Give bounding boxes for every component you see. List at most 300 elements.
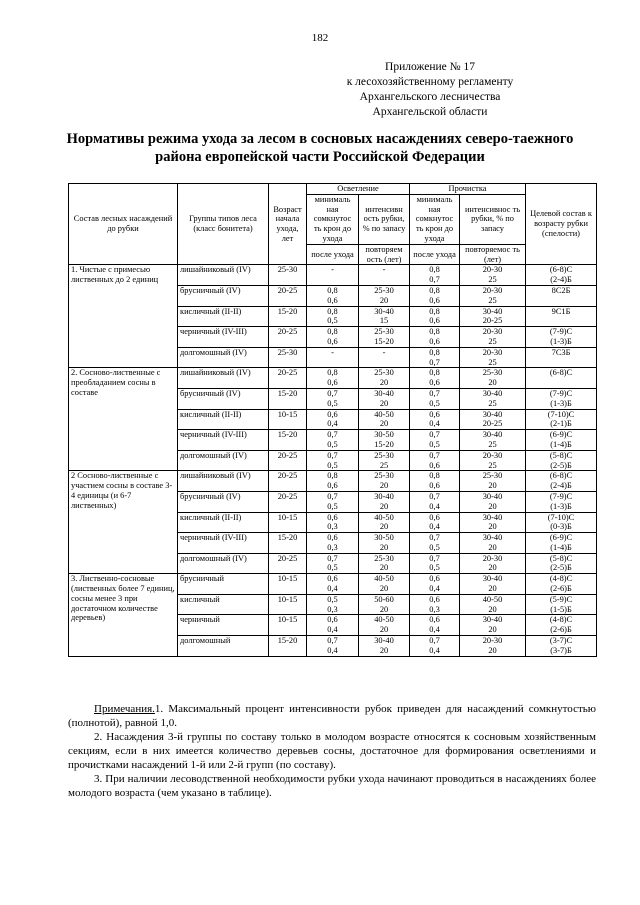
- start-age-cell: 20-25: [269, 368, 307, 389]
- cleaning-intensity-cell-lower: 20: [488, 625, 497, 635]
- target-composition-cell-lower: [528, 296, 594, 306]
- clearing-closure-cell-upper: 0,8: [327, 285, 338, 295]
- clearing-intensity-cell: [359, 450, 410, 471]
- clearing-intensity-cell-lower: 15: [379, 316, 389, 326]
- cleaning-closure-cell-upper: 0,6: [429, 594, 440, 604]
- page-number: 182: [311, 32, 329, 44]
- clearing-intensity-cell-upper: -: [382, 265, 386, 275]
- cleaning-closure-cell-lower: 0,4: [429, 645, 440, 655]
- clearing-intensity-cell: [359, 533, 410, 554]
- clearing-closure-cell-lower: 0,4: [327, 419, 338, 429]
- start-age-cell: 10-15: [269, 512, 307, 533]
- cleaning-intensity-cell: [460, 533, 526, 554]
- cleaning-intensity-cell-lower: 20: [488, 378, 497, 388]
- clearing-intensity-cell-lower: 15-20: [374, 336, 394, 346]
- clearing-intensity-cell-upper: 25-30: [374, 450, 394, 460]
- clearing-intensity-cell-lower: 20: [379, 563, 389, 573]
- cleaning-intensity-cell: [460, 450, 526, 471]
- appendix-block: [310, 60, 550, 120]
- forest-type-cell: черничный (IV-III): [178, 430, 269, 451]
- note-2: 2. Насаждения 3-й группы по составу только в молодом возрасте относятся к сосновым хозяйственным секциям, если в них имеется количество деревьев сосны, достаточное для формирования осветлениями и прочистками насаждений 1-й или 2-й групп (по составу).: [68, 731, 596, 771]
- clearing-intensity-cell: [359, 368, 410, 389]
- target-composition-cell-lower: (2-4)Б: [550, 481, 572, 491]
- cleaning-intensity-cell-upper: 30-40: [482, 306, 503, 316]
- cleaning-closure-cell-lower: 0,3: [429, 604, 440, 614]
- forest-type-cell: кисличный (II-II): [178, 306, 269, 327]
- cleaning-closure-cell-lower: 0,5: [429, 563, 440, 573]
- clearing-closure-cell-lower: 0,5: [327, 398, 338, 408]
- clearing-closure-cell: [307, 471, 359, 492]
- appendix-line: Архангельской области: [372, 106, 488, 118]
- start-age-cell: 15-20: [269, 430, 307, 451]
- cleaning-closure-cell-lower: 0,6: [429, 481, 440, 491]
- cleaning-intensity-cell-upper: 20-30: [482, 265, 503, 275]
- target-composition-cell-lower: [528, 358, 594, 368]
- target-composition-cell-upper: (4-8)С: [549, 615, 573, 625]
- header-start-age: Возраст начала ухода, лет: [269, 184, 307, 265]
- target-composition-cell-lower: (2-6)Б: [550, 584, 572, 594]
- clearing-closure-cell: [307, 553, 359, 574]
- forest-type-cell: брусничный (IV): [178, 388, 269, 409]
- clearing-intensity-cell-upper: 25-30: [374, 471, 394, 481]
- cleaning-closure-cell: [410, 636, 460, 657]
- composition-cell: 2 Сосново-лиственные с участием сосны в составе 3-4 единицы (и 6-7 лиственных): [69, 471, 178, 574]
- clearing-closure-cell-lower: [309, 358, 356, 368]
- cleaning-intensity-cell-lower: 25: [488, 336, 497, 346]
- clearing-closure-cell-upper: 0,7: [327, 430, 338, 440]
- clearing-closure-cell-lower: 0,3: [327, 542, 338, 552]
- clearing-intensity-cell: [359, 327, 410, 348]
- clearing-closure-cell: [307, 388, 359, 409]
- clearing-intensity-cell-upper: 25-30: [374, 285, 394, 295]
- clearing-intensity-cell: [359, 265, 410, 286]
- clearing-closure-cell-lower: 0,5: [327, 439, 338, 449]
- target-composition-cell-lower: (2-1)Б: [550, 419, 572, 429]
- header-composition: Состав лесных насаждений до рубки: [69, 184, 178, 265]
- title-line: Нормативы режима ухода за лесом в сосновых насаждениях северо-таежного: [66, 131, 574, 147]
- target-composition-cell: [526, 285, 597, 306]
- clearing-closure-cell-lower: [309, 275, 356, 285]
- cleaning-closure-cell-upper: 0,6: [429, 409, 440, 419]
- cleaning-closure-cell-upper: 0,8: [429, 285, 440, 295]
- clearing-closure-cell-upper: 0,6: [327, 533, 338, 543]
- target-composition-cell: [526, 388, 597, 409]
- cleaning-intensity-cell-upper: 20-30: [482, 636, 503, 646]
- cleaning-intensity-cell-upper: 30-40: [482, 512, 503, 522]
- cleaning-closure-cell-upper: 0,8: [429, 327, 440, 337]
- clearing-intensity-cell-upper: 25-30: [374, 553, 394, 563]
- header-repeat: повторяем ость (лет): [359, 244, 410, 265]
- target-composition-cell-lower: (1-4)Б: [550, 439, 572, 449]
- cleaning-closure-cell: [410, 327, 460, 348]
- target-composition-cell: [526, 512, 597, 533]
- clearing-intensity-cell-lower: 20: [379, 604, 389, 614]
- cleaning-closure-cell-lower: 0,5: [429, 439, 440, 449]
- clearing-closure-cell-lower: 0,3: [327, 604, 338, 614]
- clearing-closure-cell-lower: 0,6: [327, 336, 338, 346]
- cleaning-closure-cell-lower: 0,7: [429, 275, 440, 285]
- cleaning-closure-cell-upper: 0,8: [429, 265, 440, 275]
- cleaning-closure-cell: [410, 430, 460, 451]
- clearing-intensity-cell-upper: 40-50: [374, 574, 394, 584]
- clearing-closure-cell-upper: 0,6: [327, 615, 338, 625]
- target-composition-cell-upper: (5-9)С: [549, 594, 573, 604]
- cleaning-intensity-cell: [460, 388, 526, 409]
- cleaning-closure-cell-lower: 0,4: [429, 584, 440, 594]
- cleaning-intensity-cell: [460, 347, 526, 368]
- clearing-closure-cell: [307, 430, 359, 451]
- table-row: [69, 471, 597, 492]
- clearing-closure-cell-lower: 0,3: [327, 522, 338, 532]
- forest-type-cell: черничный (IV-III): [178, 327, 269, 348]
- cleaning-intensity-cell: [460, 553, 526, 574]
- clearing-closure-cell-upper: 0,6: [327, 409, 338, 419]
- cleaning-closure-cell-lower: 0,7: [429, 357, 440, 367]
- clearing-intensity-cell: [359, 512, 410, 533]
- cleaning-intensity-cell-upper: 30-40: [482, 388, 503, 398]
- clearing-closure-cell-upper: 0,7: [327, 636, 338, 646]
- clearing-closure-cell-upper: 0,7: [327, 450, 338, 460]
- clearing-intensity-cell-lower: 15-20: [374, 439, 394, 449]
- clearing-intensity-cell-lower: 20: [379, 295, 389, 305]
- clearing-intensity-cell: [359, 409, 410, 430]
- target-composition-cell: [526, 409, 597, 430]
- clearing-closure-cell: [307, 636, 359, 657]
- target-composition-cell-upper: 9С1Б: [551, 306, 571, 316]
- cleaning-intensity-cell-upper: 30-40: [482, 574, 503, 584]
- start-age-cell: 10-15: [269, 594, 307, 615]
- cleaning-closure-cell-lower: 0,6: [429, 336, 440, 346]
- clearing-intensity-cell-upper: 40-50: [374, 512, 394, 522]
- forest-type-cell: долгомошный (IV): [178, 450, 269, 471]
- header-after-care: после ухода: [307, 244, 359, 265]
- clearing-intensity-cell-lower: 20: [379, 542, 389, 552]
- cleaning-closure-cell-lower: 0,5: [429, 398, 440, 408]
- cleaning-intensity-cell: [460, 574, 526, 595]
- clearing-closure-cell: [307, 409, 359, 430]
- cleaning-intensity-cell: [460, 285, 526, 306]
- target-composition-cell: [526, 553, 597, 574]
- clearing-intensity-cell: [359, 306, 410, 327]
- clearing-closure-cell-lower: 0,5: [327, 460, 338, 470]
- cleaning-intensity-cell: [460, 265, 526, 286]
- table-row: [69, 368, 597, 389]
- cleaning-intensity-cell: [460, 636, 526, 657]
- clearing-closure-cell-lower: 0,5: [327, 563, 338, 573]
- forest-type-cell: лишайниковый (IV): [178, 265, 269, 286]
- clearing-closure-cell: [307, 347, 359, 368]
- header-min-closure: минималь ная сомкнутос ть крон до ухода: [410, 194, 460, 244]
- forest-type-cell: черничный (IV-III): [178, 533, 269, 554]
- target-composition-cell: [526, 574, 597, 595]
- clearing-closure-cell-lower: 0,6: [327, 295, 338, 305]
- cleaning-intensity-cell-upper: 20-30: [482, 347, 503, 357]
- forest-type-cell: брусничный: [178, 574, 269, 595]
- clearing-closure-cell-upper: 0,6: [327, 574, 338, 584]
- target-composition-cell: [526, 491, 597, 512]
- target-composition-cell-upper: (4-8)С: [549, 574, 573, 584]
- target-composition-cell-upper: (7-9)С: [549, 327, 573, 337]
- clearing-intensity-cell-upper: 25-30: [374, 368, 394, 378]
- clearing-intensity-cell-lower: 20: [379, 378, 389, 388]
- clearing-closure-cell: [307, 285, 359, 306]
- table-row: [69, 574, 597, 595]
- clearing-closure-cell: [307, 533, 359, 554]
- cleaning-closure-cell: [410, 368, 460, 389]
- cleaning-intensity-cell-upper: 30-40: [482, 533, 503, 543]
- forest-type-cell: брусничный (IV): [178, 285, 269, 306]
- cleaning-intensity-cell-lower: 20: [488, 542, 497, 552]
- clearing-intensity-cell: [359, 491, 410, 512]
- cleaning-closure-cell: [410, 265, 460, 286]
- cleaning-closure-cell: [410, 347, 460, 368]
- cleaning-closure-cell-upper: 0,8: [429, 347, 440, 357]
- appendix-line: к лесохозяйственному регламенту: [346, 76, 514, 88]
- start-age-cell: 10-15: [269, 574, 307, 595]
- cleaning-intensity-cell: [460, 409, 526, 430]
- clearing-intensity-cell-upper: 30-40: [374, 388, 394, 398]
- composition-cell: 2. Сосново-лиственные с преобладанием сосны в составе: [69, 368, 178, 471]
- cleaning-intensity-cell-upper: 20-30: [482, 285, 503, 295]
- target-composition-cell-lower: (1-4)Б: [550, 542, 572, 552]
- clearing-intensity-cell-upper: 30-50: [374, 533, 394, 543]
- header-intensity: интенсивн ость рубки, % по запасу: [359, 194, 410, 244]
- clearing-intensity-cell-upper: 30-40: [374, 491, 394, 501]
- target-composition-cell: [526, 615, 597, 636]
- document-title: [40, 130, 600, 166]
- clearing-intensity-cell-lower: 20: [379, 645, 389, 655]
- clearing-closure-cell-upper: 0,8: [327, 327, 338, 337]
- composition-cell: 1. Чистые с примесью лиственных до 2 единиц: [69, 265, 178, 368]
- clearing-closure-cell-lower: 0,5: [327, 501, 338, 511]
- cleaning-intensity-cell-upper: 25-30: [482, 471, 503, 481]
- cleaning-intensity-cell: [460, 368, 526, 389]
- clearing-intensity-cell: [359, 430, 410, 451]
- start-age-cell: 25-30: [269, 347, 307, 368]
- start-age-cell: 20-25: [269, 471, 307, 492]
- norms-table: [68, 183, 597, 657]
- clearing-intensity-cell: [359, 594, 410, 615]
- cleaning-closure-cell: [410, 306, 460, 327]
- target-composition-cell-upper: 8С2Б: [551, 285, 571, 295]
- cleaning-closure-cell-lower: 0,6: [429, 460, 440, 470]
- cleaning-closure-cell: [410, 450, 460, 471]
- clearing-closure-cell-upper: -: [331, 265, 334, 275]
- forest-type-cell: долгомошный (IV): [178, 347, 269, 368]
- cleaning-closure-cell-lower: 0,4: [429, 419, 440, 429]
- cleaning-intensity-cell-upper: 40-50: [482, 594, 503, 604]
- header-min-closure: минималь ная сомкнутос ть крон до ухода: [307, 194, 359, 244]
- clearing-closure-cell-upper: 0,8: [327, 306, 338, 316]
- clearing-closure-cell-upper: 0,8: [327, 471, 338, 481]
- cleaning-intensity-cell-upper: 20-30: [482, 327, 503, 337]
- cleaning-intensity-cell-upper: 30-40: [482, 430, 503, 440]
- cleaning-closure-cell: [410, 471, 460, 492]
- notes-label: Примечания.: [94, 703, 155, 715]
- target-composition-cell-lower: (2-4)Б: [550, 275, 572, 285]
- cleaning-intensity-cell-upper: 20-30: [482, 450, 503, 460]
- cleaning-closure-cell-upper: 0,7: [429, 491, 440, 501]
- start-age-cell: 20-25: [269, 491, 307, 512]
- cleaning-closure-cell-upper: 0,7: [429, 533, 440, 543]
- clearing-intensity-cell: [359, 285, 410, 306]
- cleaning-closure-cell: [410, 594, 460, 615]
- target-composition-cell: [526, 327, 597, 348]
- clearing-intensity-cell-lower: 20: [379, 584, 389, 594]
- header-target: Целевой состав к возрасту рубки (спелости): [526, 184, 597, 265]
- clearing-closure-cell-lower: 0,4: [327, 625, 338, 635]
- cleaning-intensity-cell-lower: 20: [488, 481, 497, 491]
- cleaning-closure-cell-upper: 0,7: [429, 388, 440, 398]
- appendix-line: Архангельского лесничества: [359, 91, 501, 103]
- clearing-closure-cell: [307, 594, 359, 615]
- cleaning-closure-cell: [410, 533, 460, 554]
- forest-type-cell: долгомошный (IV): [178, 553, 269, 574]
- clearing-intensity-cell-lower: 20: [379, 398, 389, 408]
- table-body: [69, 265, 597, 656]
- target-composition-cell-lower: (1-3)Б: [550, 501, 572, 511]
- start-age-cell: 25-30: [269, 265, 307, 286]
- clearing-intensity-cell-lower: 20: [379, 625, 389, 635]
- table-header: [69, 184, 597, 265]
- cleaning-closure-cell-upper: 0,7: [429, 636, 440, 646]
- header-intensity: интенсивнос ть рубки, % по запасу: [460, 194, 526, 244]
- target-composition-cell: [526, 265, 597, 286]
- clearing-closure-cell-upper: 0,7: [327, 491, 338, 501]
- cleaning-closure-cell-upper: 0,8: [429, 368, 440, 378]
- cleaning-closure-cell: [410, 615, 460, 636]
- note-3: 3. При наличии лесоводственной необходимости рубки ухода начинают проводиться в насаждениях более молодого возраста (чем указано в таблице).: [68, 773, 596, 799]
- cleaning-intensity-cell-lower: 20-25: [482, 316, 503, 326]
- clearing-intensity-cell-upper: 40-50: [374, 615, 394, 625]
- clearing-intensity-cell-lower: 25: [379, 460, 389, 470]
- cleaning-closure-cell-upper: 0,6: [429, 512, 440, 522]
- cleaning-closure-cell: [410, 409, 460, 430]
- notes-block: [68, 702, 596, 800]
- clearing-intensity-cell-upper: 50-60: [374, 594, 394, 604]
- clearing-intensity-cell-upper: 25-30: [374, 327, 394, 337]
- target-composition-cell: [526, 368, 597, 389]
- clearing-intensity-cell: [359, 471, 410, 492]
- clearing-closure-cell: [307, 265, 359, 286]
- target-composition-cell: [526, 533, 597, 554]
- cleaning-intensity-cell: [460, 430, 526, 451]
- cleaning-closure-cell-lower: 0,4: [429, 501, 440, 511]
- clearing-intensity-cell: [359, 347, 410, 368]
- cleaning-closure-cell: [410, 388, 460, 409]
- cleaning-intensity-cell-upper: 30-40: [482, 491, 503, 501]
- cleaning-closure-cell: [410, 553, 460, 574]
- forest-type-cell: долгомошный: [178, 636, 269, 657]
- clearing-intensity-cell-lower: 20: [379, 522, 389, 532]
- cleaning-intensity-cell-lower: 25: [488, 275, 497, 285]
- clearing-closure-cell-lower: 0,5: [327, 316, 338, 326]
- clearing-intensity-cell-lower: 20: [379, 419, 389, 429]
- header-cleaning: Прочистка: [410, 184, 526, 195]
- header-after-care: после ухода: [410, 244, 460, 265]
- forest-type-cell: лишайниковый (IV): [178, 471, 269, 492]
- cleaning-closure-cell-upper: 0,7: [429, 553, 440, 563]
- target-composition-cell: [526, 306, 597, 327]
- target-composition-cell-lower: [528, 316, 594, 326]
- title-line: района европейской части Российской Федерации: [155, 149, 485, 165]
- forest-type-cell: кисличный (II-II): [178, 409, 269, 430]
- cleaning-closure-cell-upper: 0,6: [429, 615, 440, 625]
- clearing-intensity-cell: [359, 615, 410, 636]
- clearing-intensity-cell-upper: 40-50: [374, 409, 394, 419]
- forest-type-cell: лишайниковый (IV): [178, 368, 269, 389]
- clearing-closure-cell-lower: 0,6: [327, 481, 338, 491]
- start-age-cell: 15-20: [269, 388, 307, 409]
- clearing-closure-cell: [307, 491, 359, 512]
- cleaning-intensity-cell: [460, 327, 526, 348]
- clearing-closure-cell-upper: 0,6: [327, 512, 338, 522]
- clearing-intensity-cell-upper: -: [382, 347, 386, 357]
- cleaning-intensity-cell-lower: 20-25: [482, 419, 503, 429]
- cleaning-closure-cell: [410, 491, 460, 512]
- cleaning-intensity-cell: [460, 471, 526, 492]
- cleaning-intensity-cell-upper: 20-30: [482, 553, 503, 563]
- clearing-intensity-cell-lower: [361, 275, 407, 285]
- cleaning-closure-cell: [410, 512, 460, 533]
- cleaning-intensity-cell-lower: 25: [488, 357, 497, 367]
- clearing-intensity-cell-upper: 30-50: [374, 430, 394, 440]
- clearing-intensity-cell-upper: 30-40: [374, 306, 394, 316]
- cleaning-closure-cell-lower: 0,6: [429, 378, 440, 388]
- clearing-intensity-cell: [359, 553, 410, 574]
- clearing-closure-cell-upper: 0,5: [327, 594, 338, 604]
- cleaning-intensity-cell: [460, 512, 526, 533]
- clearing-closure-cell-upper: 0,7: [327, 553, 338, 563]
- target-composition-cell-upper: (7-9)С: [549, 388, 573, 398]
- cleaning-closure-cell-lower: 0,6: [429, 316, 440, 326]
- start-age-cell: 15-20: [269, 636, 307, 657]
- target-composition-cell: [526, 636, 597, 657]
- appendix-line: Приложение № 17: [385, 61, 475, 73]
- cleaning-intensity-cell-lower: 25: [488, 439, 497, 449]
- cleaning-intensity-cell: [460, 615, 526, 636]
- target-composition-cell-upper: (6-8)С: [549, 368, 573, 378]
- target-composition-cell-lower: (2-6)Б: [550, 625, 572, 635]
- table-row: [69, 265, 597, 286]
- start-age-cell: 20-25: [269, 450, 307, 471]
- target-composition-cell: [526, 450, 597, 471]
- cleaning-intensity-cell-lower: 20: [488, 604, 497, 614]
- target-composition-cell: [526, 471, 597, 492]
- target-composition-cell-upper: (7-9)С: [549, 491, 573, 501]
- cleaning-intensity-cell-lower: 20: [488, 645, 497, 655]
- composition-cell: 3. Лиственно-сосновые (лиственных более 7 единиц, сосны менее 3 при достаточном количестве деревьев): [69, 574, 178, 656]
- cleaning-closure-cell-lower: 0,4: [429, 522, 440, 532]
- target-composition-cell-upper: 7С3Б: [551, 347, 571, 357]
- cleaning-closure-cell-lower: 0,6: [429, 295, 440, 305]
- header-repeat: повторяемос ть (лет): [460, 244, 526, 265]
- clearing-closure-cell: [307, 368, 359, 389]
- clearing-intensity-cell-upper: 30-40: [374, 636, 394, 646]
- clearing-intensity-cell-lower: [361, 358, 407, 368]
- target-composition-cell-lower: (0-3)Б: [550, 522, 572, 532]
- cleaning-closure-cell-upper: 0,7: [429, 430, 440, 440]
- clearing-intensity-cell-lower: 20: [379, 481, 389, 491]
- clearing-closure-cell: [307, 327, 359, 348]
- clearing-closure-cell: [307, 574, 359, 595]
- cleaning-intensity-cell-lower: 25: [488, 295, 497, 305]
- note-text: 1. Максимальный процент интенсивности рубок приведен для насаждений сомкнутостью (полнотой), равной 1,0.: [68, 703, 596, 729]
- forest-type-cell: кисличный (II-II): [178, 512, 269, 533]
- cleaning-intensity-cell: [460, 594, 526, 615]
- start-age-cell: 15-20: [269, 533, 307, 554]
- target-composition-cell-lower: (3-7)Б: [550, 645, 572, 655]
